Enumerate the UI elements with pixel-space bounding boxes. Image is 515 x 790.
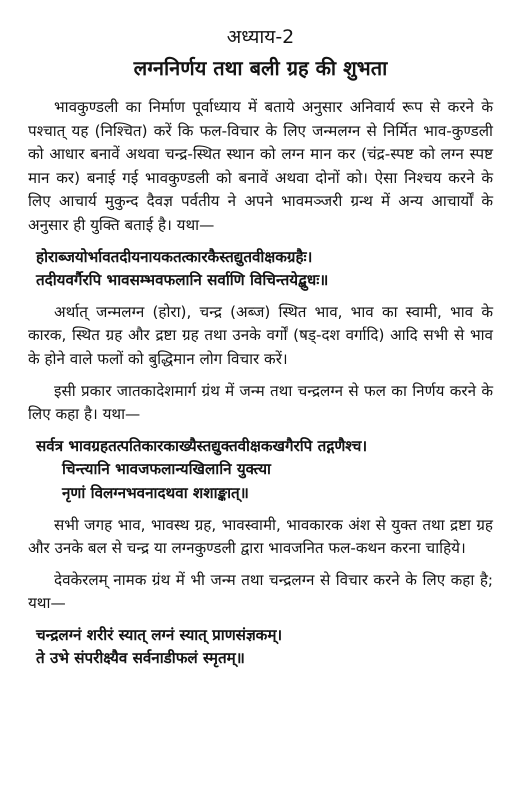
paragraph-intro: भावकुण्डली का निर्माण पूर्वाध्याय में बताये अनुसार अनिवार्य रूप से करने के पश्चात् यह (निश्चित) करें कि फल-विचार के लिए जन्मलग्न से निर्मित भाव-कुण्डली को आधार बनावें अथवा चन्द्र-स्थित स्थान को लग्न मान कर (चंद्र-स्पष्ट को लग्न स्पष्ट मान कर) बनाई गई भावकुण्डली को बनावें अथवा दोनों को। ऐसा निश्चय करने के लिए आचार्य मुकुन्द दैवज्ञ पर्वतीय ने अपने भावमञ्जरी ग्रन्थ में अन्य आचार्यों के अनुसार ही युक्ति बताई है। यथा—	[28, 98, 493, 234]
verse-line: ते उभे संपरीक्ष्यैव सर्वनाडीफलं स्मृतम्॥	[36, 649, 245, 668]
verse-line: चिन्त्यानि भावजफलान्यखिलानि युक्त्या	[62, 460, 271, 479]
verse-devakeralam	[28, 624, 493, 671]
chapter-label: अध्याय-2	[226, 26, 295, 48]
verse-line: होराब्जयोर्भावतदीयनायकतत्कारकैस्तद्युतवीक्षकग्रहैः।	[36, 247, 313, 266]
chapter-heading: लग्ननिर्णय तथा बली ग्रह की शुभता	[133, 56, 388, 80]
verse-line: तदीयवर्गैरपि भावसम्भवफलानि सर्वाणि विचिन्तयेद्बुधः॥	[36, 271, 329, 290]
verse-bhavamanjari	[28, 246, 493, 293]
verse-line: चन्द्रलग्नं शरीरं स्यात् लग्नं स्यात् प्राणसंज्ञकम्।	[36, 625, 283, 644]
verse-line: नृणां विलग्नभवनादथवा शशाङ्कात्॥	[62, 483, 249, 502]
paragraph-jatakadesha: इसी प्रकार जातकादेशमार्ग ग्रंथ में जन्म तथा चन्द्रलग्न से फल का निर्णय करने के लिए कहा है। यथा—	[28, 381, 493, 424]
paragraph-meaning: अर्थात् जन्मलग्न (होरा), चन्द्र (अब्ज) स्थित भाव, भाव का स्वामी, भाव के कारक, स्थित ग्रह और द्रष्टा ग्रह तथा उनके वर्गों (षड्-दश वर्गादि) आदि सभी से भाव के होने वाले फलों को बुद्धिमान लोग विचार करें।	[28, 302, 493, 368]
verse-jatakadeshamarga	[28, 435, 493, 506]
verse-line: सर्वत्र भावग्रहतत्पतिकारकाख्यैस्तद्युक्तवीक्षकखगैरपि तद्गणैश्च।	[36, 436, 368, 455]
paragraph-all-places: सभी जगह भाव, भावस्थ ग्रह, भावस्वामी, भावकारक अंश से युक्त तथा द्रष्टा ग्रह और उनके बल से चन्द्र या लग्नकुण्डली द्वारा भावजनित फल-कथन करना चाहिये।	[28, 515, 493, 558]
paragraph-devakeralam: देवकेरलम् नामक ग्रंथ में भी जन्म तथा चन्द्रलग्न से विचार करने के लिए कहा है; यथा—	[28, 570, 493, 613]
